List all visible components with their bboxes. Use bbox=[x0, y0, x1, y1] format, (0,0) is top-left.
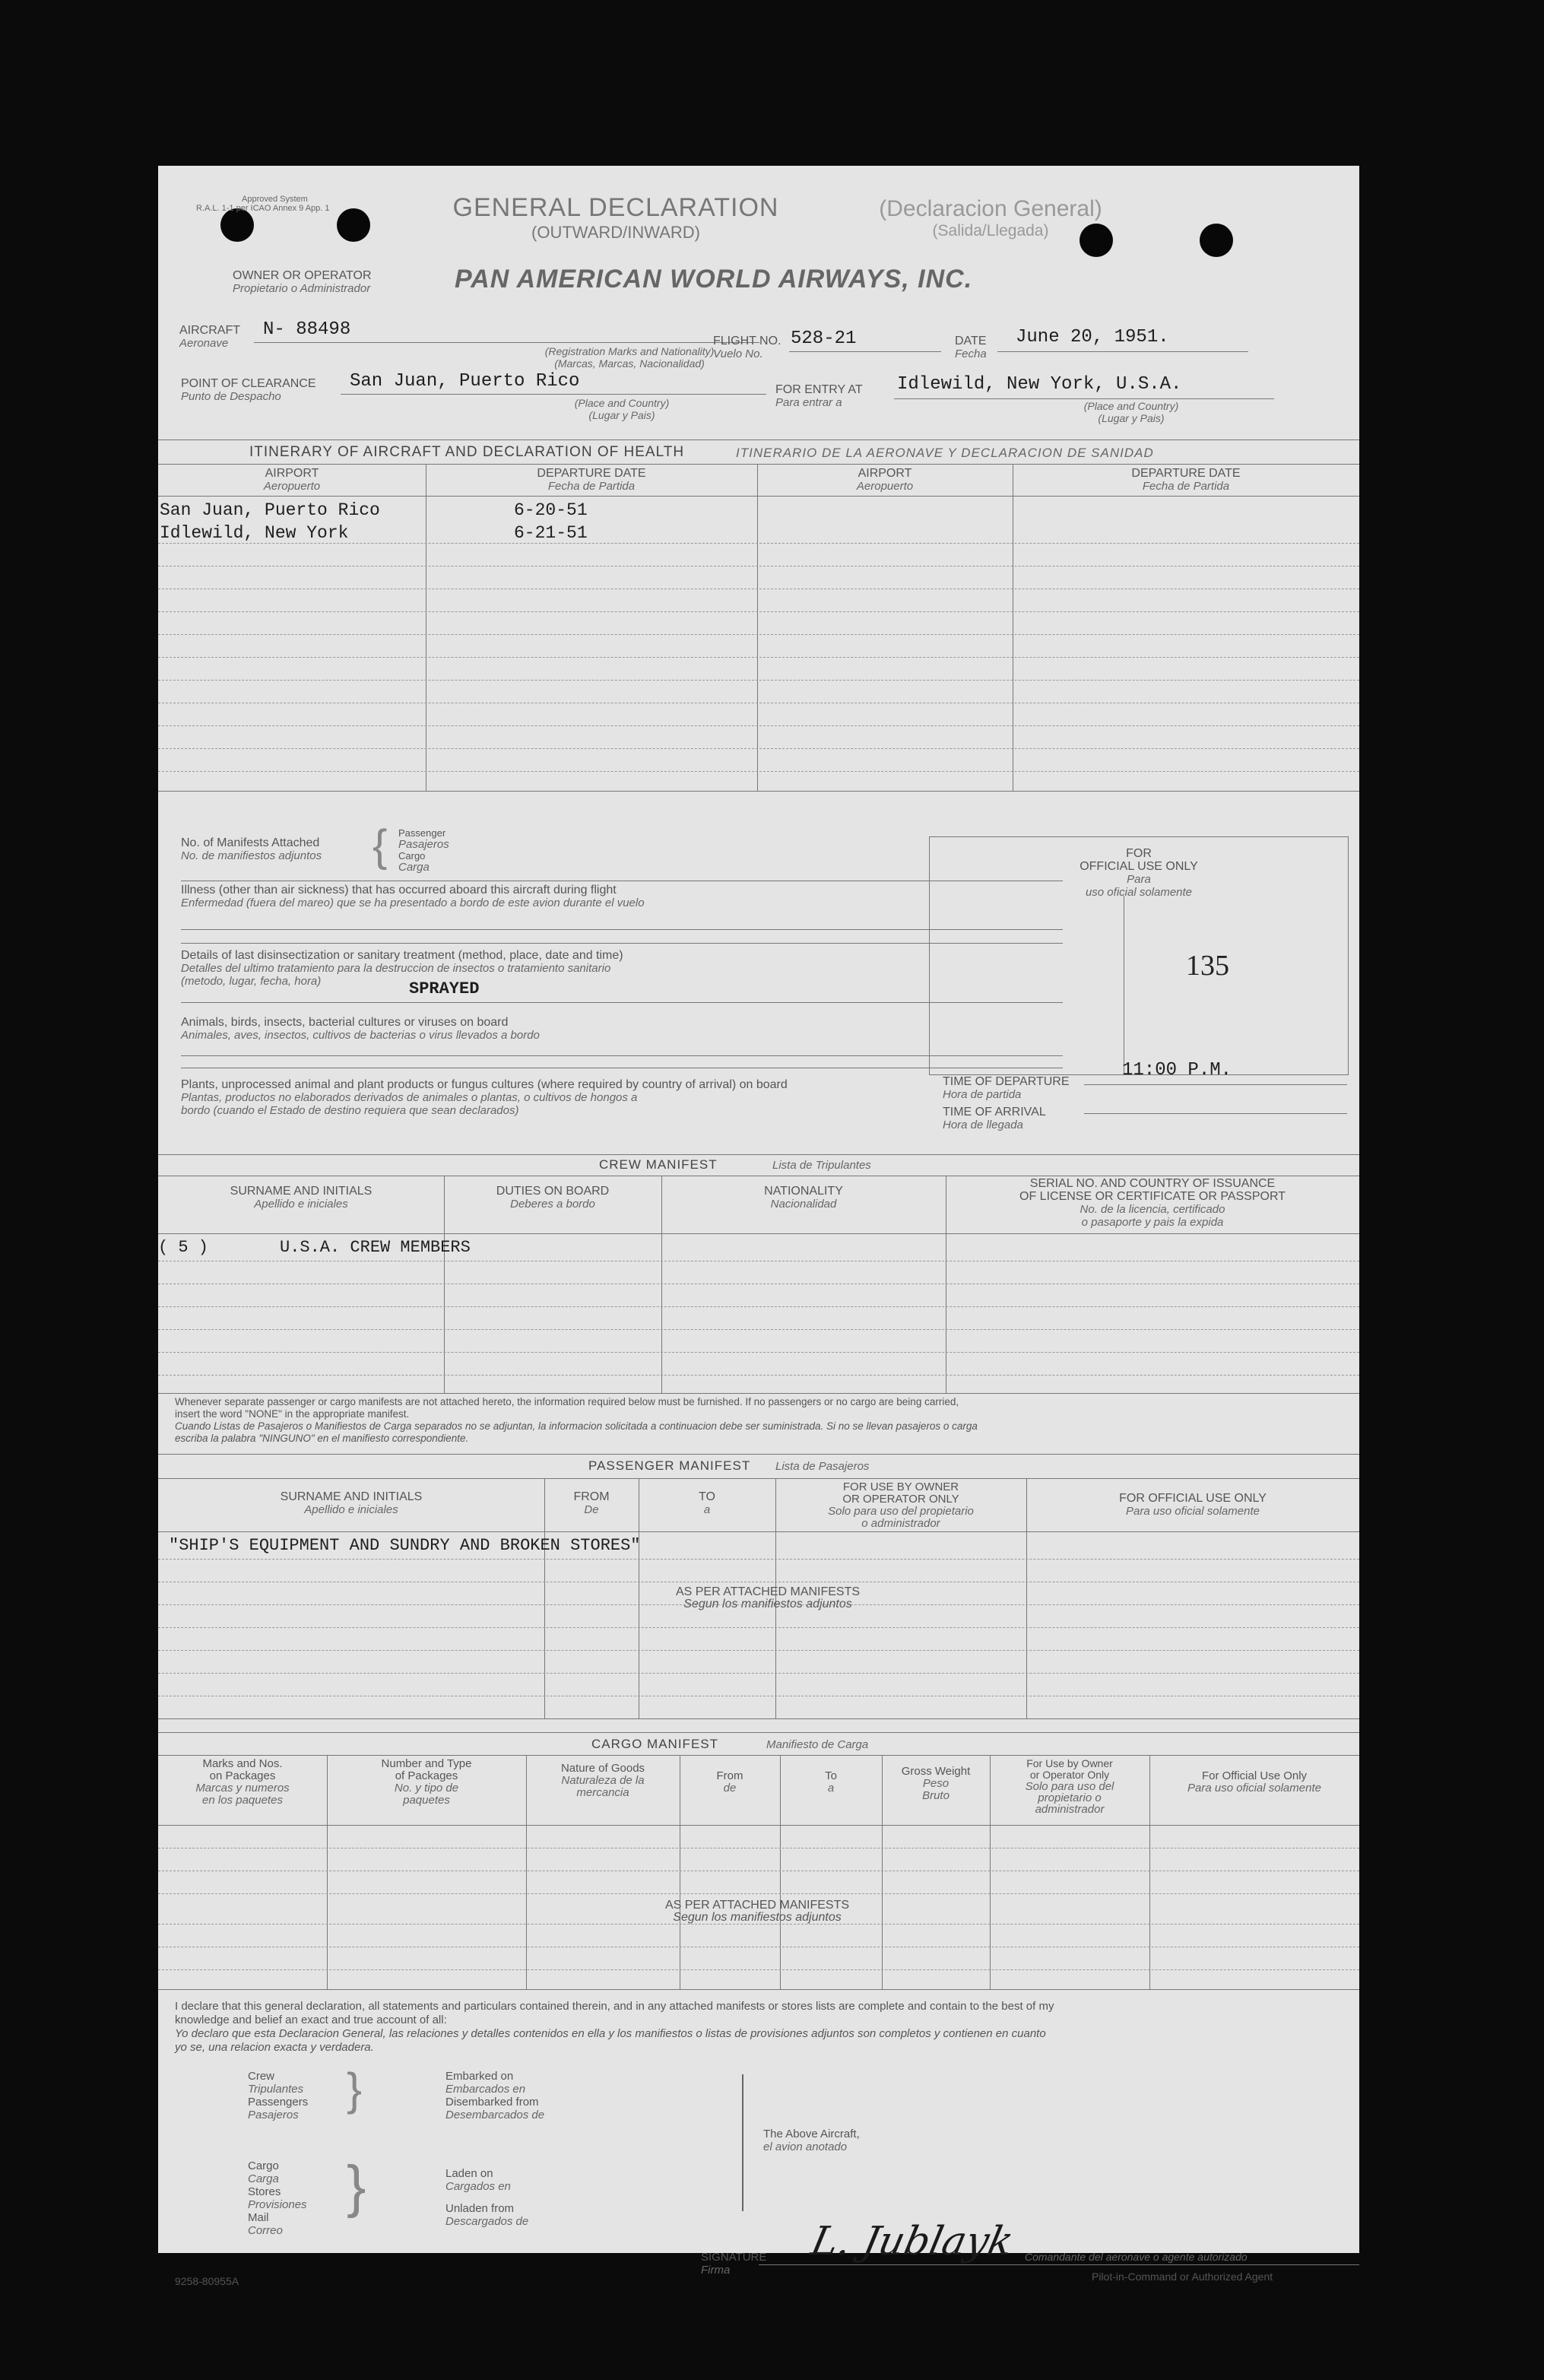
crew-entry: U.S.A. CREW MEMBERS bbox=[280, 1238, 471, 1257]
passenger-attached-note: AS PER ATTACHED MANIFESTS Segun los manifiestos adjuntos bbox=[675, 1585, 861, 1610]
date-label: DATE Fecha bbox=[955, 335, 987, 360]
signature-role: Pilot-in-Command or Authorized Agent bbox=[1092, 2271, 1273, 2283]
manifests-label: No. of Manifests Attached No. de manifiestos adjuntos bbox=[181, 836, 322, 862]
official-number: 135 bbox=[1186, 950, 1229, 982]
flight-label: FLIGHT NO. Vuelo No. bbox=[713, 335, 782, 360]
cargo-col-nature: Nature of Goods Naturaleza de la mercancia bbox=[560, 1762, 645, 1799]
punch-hole bbox=[1200, 224, 1233, 257]
declaration-text: I declare that this general declaration, all statements and particulars contained therein, and in any attached manifests or stores lists are complete and contain to the best of my knowledge and belief an exact and true account of all: Yo declaro que esta Declaracion General, las relaciones y detalles contenidos en ella y los manifiestos o listas de provisiones adjuntos son completos y contienen en cuanto yo se, una relacion exacta y verdadera. bbox=[175, 2000, 1054, 2054]
bracket: { bbox=[373, 821, 388, 871]
aircraft-registration: N- 88498 bbox=[263, 319, 351, 340]
itinerary-airport: Idlewild, New York bbox=[160, 523, 349, 543]
crew-count: ( 5 ) bbox=[158, 1238, 209, 1257]
cargo-attached-note: AS PER ATTACHED MANIFESTS Segun los manifiestos adjuntos bbox=[664, 1899, 850, 1924]
entry-label: FOR ENTRY AT Para entrar a bbox=[775, 383, 863, 409]
crew-manifest-title-es: Lista de Tripulantes bbox=[772, 1159, 871, 1172]
cargo-col-owner: For Use by Owner or Operator Only Solo para uso del propietario o administrador bbox=[1025, 1757, 1114, 1816]
entry-note: (Place and Country) (Lugar y Pais) bbox=[1083, 400, 1179, 424]
signature-label: SIGNATURE Firma bbox=[701, 2251, 767, 2277]
manifest-types: Passenger Pasajeros Cargo Carga bbox=[398, 827, 449, 874]
aircraft-label: AIRCRAFT Aeronave bbox=[179, 324, 240, 350]
goods-labels: Cargo Carga Stores Provisiones Mail Correo bbox=[248, 2159, 307, 2237]
owner-name: PAN AMERICAN WORLD AIRWAYS, INC. bbox=[455, 265, 973, 294]
cargo-col-packages: Number and Type of Packages No. y tipo de paquetes bbox=[381, 1757, 472, 1807]
owner-label: OWNER OR OPERATOR Propietario o Administrador bbox=[233, 269, 372, 295]
animals-label: Animals, birds, insects, bacterial cultures or viruses on board Animales, aves, insectos, cultivos de bacterias o virus llevados a bordo bbox=[181, 1016, 540, 1042]
passenger-manifest-title: PASSENGER MANIFEST bbox=[588, 1458, 751, 1473]
clearance-note: (Place and Country) (Lugar y Pais) bbox=[574, 397, 670, 421]
form-title: GENERAL DECLARATION bbox=[452, 193, 779, 222]
signature-role-es: Comandante del aeronave o agente autorizado bbox=[1025, 2251, 1248, 2263]
approval-note bbox=[196, 195, 330, 213]
itinerary-title-es: ITINERARIO DE LA AERONAVE Y DECLARACION DE SANIDAD bbox=[736, 446, 1154, 460]
approval-line: Approved System bbox=[242, 195, 308, 204]
itinerary-date: 6-20-51 bbox=[514, 500, 588, 520]
bracket: } bbox=[347, 2064, 363, 2115]
lading-labels: Laden on Cargados en Unladen from Descargados de bbox=[445, 2167, 529, 2228]
cargo-manifest-title-es: Manifiesto de Carga bbox=[766, 1738, 869, 1751]
pilot-signature: L. Jublayk bbox=[807, 2219, 1018, 2264]
approval-line: R.A.L. 1-1 per ICAO Annex 9 App. 1 bbox=[196, 204, 330, 213]
title-block-en bbox=[426, 193, 806, 243]
crew-col-nationality: NATIONALITY Nacionalidad bbox=[764, 1185, 843, 1211]
flight-date: June 20, 1951. bbox=[1016, 327, 1169, 347]
disinsection-label: Details of last disinsectization or sanitary treatment (method, place, date and time) Detalles del ultimo tratamiento para la destruccion de insectos o tratamiento sanitario (metodo, lugar, fecha, hora) bbox=[181, 949, 623, 988]
plants-label: Plants, unprocessed animal and plant products or fungus cultures (where required by country of arrival) on board Plantas, productos no elaborados derivados de animales o plantas, o cultivos de hongos a bordo (cuando el Estado de destino requiera que sean declarados) bbox=[181, 1078, 788, 1117]
col-airport-2: AIRPORT Aeropuerto bbox=[856, 467, 914, 493]
arrival-time-label: TIME OF ARRIVAL Hora de llegada bbox=[943, 1106, 1046, 1131]
punch-hole bbox=[337, 208, 370, 242]
crew-col-duties: DUTIES ON BOARD Deberes a bordo bbox=[496, 1185, 610, 1211]
passenger-col-to: TO a bbox=[699, 1490, 715, 1516]
cargo-col-official: For Official Use Only Para uso oficial solamente bbox=[1187, 1769, 1321, 1795]
passenger-col-from: FROM De bbox=[573, 1490, 610, 1516]
declaration-form bbox=[158, 166, 1359, 2287]
passenger-entry: "SHIP'S EQUIPMENT AND SUNDRY AND BROKEN STORES" bbox=[169, 1536, 641, 1555]
crew-col-license: SERIAL NO. AND COUNTRY OF ISSUANCE OF LICENSE OR CERTIFICATE OR PASSPORT No. de la licencia, certificado o pasaporte y pais la expida bbox=[1019, 1177, 1286, 1229]
official-header: FOR OFFICIAL USE ONLY Para uso oficial solamente bbox=[1080, 847, 1198, 899]
aircraft-note: (Registration Marks and Nationality) (Marcas, Marcas, Nacionalidad) bbox=[544, 345, 715, 370]
col-departure-date: DEPARTURE DATE Fecha de Partida bbox=[537, 467, 646, 493]
passenger-col-owner: FOR USE BY OWNER OR OPERATOR ONLY Solo para uso del propietario o administrador bbox=[828, 1480, 974, 1530]
persons-labels: Crew Tripulantes Passengers Pasajeros bbox=[248, 2070, 309, 2121]
departure-time: 11:00 P.M. bbox=[1122, 1060, 1232, 1081]
crew-manifest-title: CREW MANIFEST bbox=[599, 1157, 718, 1172]
cargo-col-from: From de bbox=[716, 1769, 743, 1795]
passenger-col-surname: SURNAME AND INITIALS Apellido e iniciales bbox=[280, 1490, 423, 1516]
cargo-col-to: To a bbox=[825, 1769, 837, 1795]
clearance-point: San Juan, Puerto Rico bbox=[350, 371, 580, 392]
illness-label: Illness (other than air sickness) that has occurred aboard this aircraft during flight Enfermedad (fuera del mareo) que se ha presentado a bordo de este avion durante el vuelo bbox=[181, 884, 645, 909]
form-subtitle: (OUTWARD/INWARD) bbox=[531, 223, 700, 242]
disinsection-value: SPRAYED bbox=[409, 979, 480, 998]
crew-col-surname: SURNAME AND INITIALS Apellido e iniciales bbox=[230, 1185, 373, 1211]
form-title-es: (Declaracion General) bbox=[879, 196, 1102, 221]
cargo-col-weight: Gross Weight Peso Bruto bbox=[901, 1765, 971, 1802]
cargo-manifest-title: CARGO MANIFEST bbox=[591, 1737, 719, 1751]
passenger-manifest-title-es: Lista de Pasajeros bbox=[775, 1460, 870, 1473]
entry-point: Idlewild, New York, U.S.A. bbox=[897, 374, 1182, 395]
clearance-label: POINT OF CLEARANCE Punto de Despacho bbox=[181, 377, 316, 403]
departure-time-label: TIME OF DEPARTURE Hora de partida bbox=[943, 1075, 1070, 1101]
title-block-es bbox=[778, 196, 1203, 240]
flight-number: 528-21 bbox=[791, 328, 857, 349]
itinerary-airport: San Juan, Puerto Rico bbox=[160, 500, 380, 520]
bracket: } bbox=[347, 2154, 366, 2219]
col-airport: AIRPORT Aeropuerto bbox=[263, 467, 321, 493]
punch-hole bbox=[220, 208, 254, 242]
form-subtitle-es: (Salida/Llegada) bbox=[932, 222, 1049, 240]
col-departure-date-2: DEPARTURE DATE Fecha de Partida bbox=[1131, 467, 1241, 493]
manifest-note: Whenever separate passenger or cargo manifests are not attached hereto, the information required below must be furnished. If no passengers or no cargo are being carried, insert the word "NONE" in the appropriate manifest. Cuando Listas de Pasajeros o Manifiestos de Carga separados no se adjuntan, la informacion solicitada a continuacion debe ser suministrada. Si no se llevan pasajeros o carga escriba la palabra "NINGUNO" en el manifiesto correspondiente. bbox=[175, 1396, 978, 1444]
above-aircraft-label: The Above Aircraft, el avion anotado bbox=[763, 2128, 860, 2153]
embark-labels: Embarked on Embarcados en Disembarked from Desembarcados de bbox=[445, 2070, 545, 2121]
cargo-col-marks: Marks and Nos. on Packages Marcas y numeros en los paquetes bbox=[195, 1757, 290, 1807]
itinerary-date: 6-21-51 bbox=[514, 523, 588, 543]
form-number: 9258-80955A bbox=[175, 2275, 239, 2287]
itinerary-title: ITINERARY OF AIRCRAFT AND DECLARATION OF HEALTH bbox=[249, 444, 685, 460]
passenger-col-official: FOR OFFICIAL USE ONLY Para uso oficial solamente bbox=[1119, 1492, 1267, 1518]
